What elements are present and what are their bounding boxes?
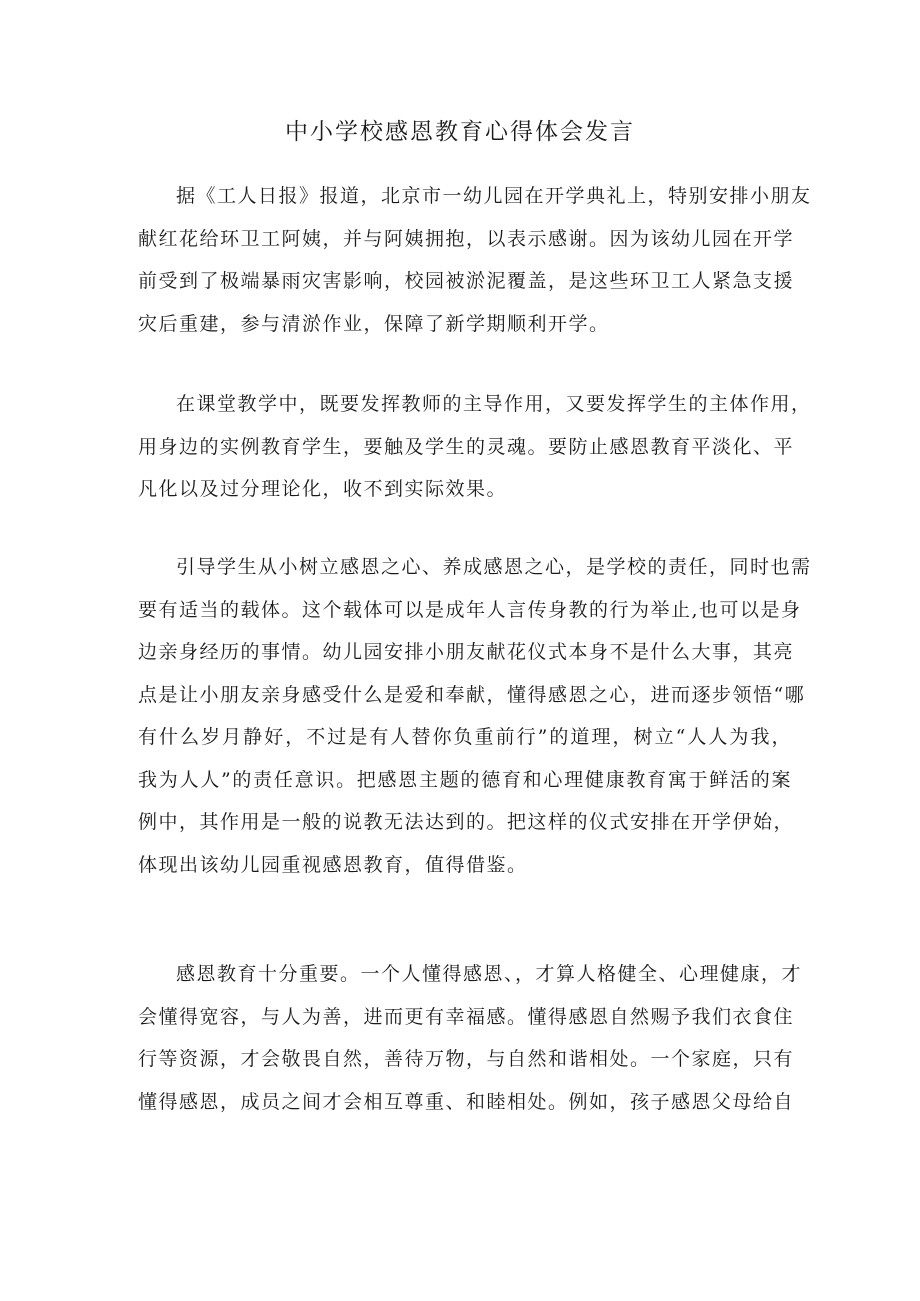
paragraph-4 [138, 953, 803, 1123]
paragraph-line: 体现出该幼儿园重视感恩教育，值得借鉴。 [138, 853, 528, 876]
paragraph-line: 我为人人”的责任意识。把感恩主题的德育和心理健康教育寓于鲜活的案 [138, 768, 792, 791]
paragraph-line: 据《工人日报》报道，北京市一幼儿园在开学典礼上，特别安排小朋友 [176, 185, 812, 207]
document-title: 中小学校感恩教育心得体会发言 [285, 119, 635, 145]
paragraph-line: 有什么岁月静好，不过是有人替你负重前行”的道理，树立“人人为我， [138, 726, 792, 748]
paragraph-line: 懂得感恩，成员之间才会相互尊重、和睦相处。例如，孩子感恩父母给自 [138, 1090, 795, 1113]
paragraph-line: 灾后重建，参与清淤作业，保障了新学期顺利开学。 [138, 312, 610, 335]
paragraph-3 [138, 546, 812, 886]
paragraph-line: 会懂得宽容，与人为善，进而更有幸福感。懂得感恩自然赐予我们衣食住 [138, 1005, 795, 1028]
paragraph-1 [138, 175, 812, 345]
paragraph-line: 边亲身经历的事情。幼儿园安排小朋友献花仪式本身不是什么大事，其亮 [138, 641, 795, 663]
paragraph-2 [138, 383, 812, 511]
paragraph-line: 凡化以及过分理论化，收不到实际效果。 [138, 478, 508, 500]
paragraph-line: 献红花给环卫工阿姨，并与阿姨拥抱，以表示感谢。因为该幼儿园在开学 [138, 227, 795, 250]
paragraph-line: 点是让小朋友亲身感受什么是爱和奉献，懂得感恩之心，进而逐步领悟“哪 [138, 683, 806, 706]
paragraph-line: 要有适当的载体。这个载体可以是成年人言传身教的行为举止,也可以是身 [138, 598, 802, 621]
paragraph-line: 感恩教育十分重要。一个人懂得感恩、，才算人格健全、心理健康，才 [176, 963, 803, 985]
paragraph-line: 用身边的实例教育学生，要触及学生的灵魂。要防止感恩教育平淡化、平 [138, 435, 795, 458]
paragraph-line: 在课堂教学中，既要发挥教师的主导作用，又要发挥学生的主体作用， [176, 393, 812, 415]
paragraph-line: 例中，其作用是一般的说教无法达到的。把这样的仪式安排在开学伊始， [138, 811, 795, 833]
paragraph-line: 前受到了极端暴雨灾害影响，校园被淤泥覆盖，是这些环卫工人紧急支援 [138, 270, 795, 292]
paragraph-line: 引导学生从小树立感恩之心、养成感恩之心，是学校的责任，同时也需 [176, 556, 812, 578]
paragraph-line: 行等资源，才会敬畏自然，善待万物，与自然和谐相处。一个家庭，只有 [138, 1048, 795, 1070]
